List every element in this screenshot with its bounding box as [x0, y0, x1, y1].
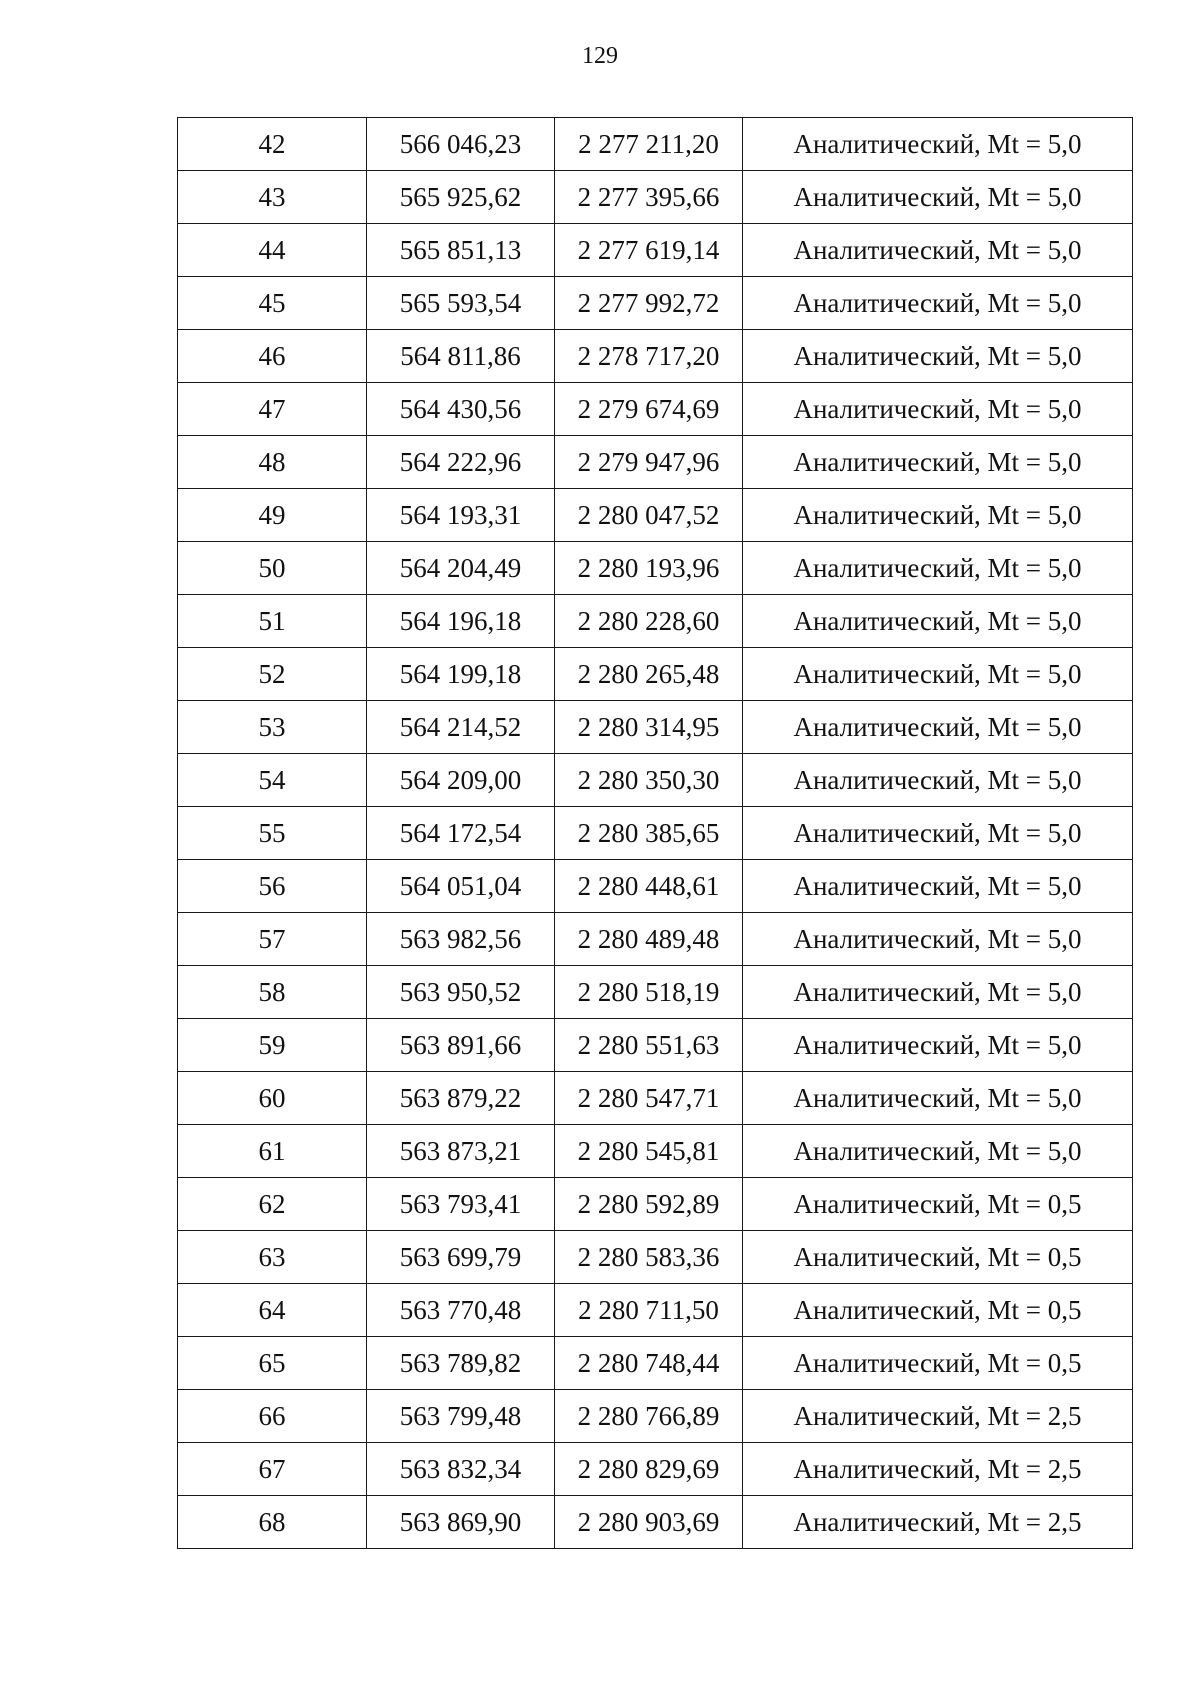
method-cell: Аналитический, Mt = 2,5: [743, 1443, 1133, 1496]
y-coordinate-cell: 2 280 518,19: [555, 966, 743, 1019]
method-cell: Аналитический, Mt = 5,0: [743, 595, 1133, 648]
table-row: [178, 224, 1133, 277]
y-coordinate-cell: 2 280 711,50: [555, 1284, 743, 1337]
point-number-cell: 47: [178, 383, 367, 436]
point-number-cell: 48: [178, 436, 367, 489]
method-cell: Аналитический, Mt = 0,5: [743, 1231, 1133, 1284]
method-cell: Аналитический, Mt = 5,0: [743, 966, 1133, 1019]
x-coordinate-cell: 563 873,21: [367, 1125, 555, 1178]
method-cell: Аналитический, Mt = 5,0: [743, 860, 1133, 913]
y-coordinate-cell: 2 277 395,66: [555, 171, 743, 224]
table-row: [178, 542, 1133, 595]
method-cell: Аналитический, Mt = 5,0: [743, 489, 1133, 542]
table-row: [178, 383, 1133, 436]
point-number-cell: 55: [178, 807, 367, 860]
point-number-cell: 66: [178, 1390, 367, 1443]
y-coordinate-cell: 2 280 903,69: [555, 1496, 743, 1549]
x-coordinate-cell: 564 811,86: [367, 330, 555, 383]
x-coordinate-cell: 563 793,41: [367, 1178, 555, 1231]
table-row: [178, 1496, 1133, 1549]
table-row: [178, 489, 1133, 542]
x-coordinate-cell: 564 051,04: [367, 860, 555, 913]
table-row: [178, 807, 1133, 860]
table-row: [178, 1284, 1133, 1337]
point-number-cell: 43: [178, 171, 367, 224]
point-number-cell: 49: [178, 489, 367, 542]
x-coordinate-cell: 564 222,96: [367, 436, 555, 489]
table-row: [178, 1390, 1133, 1443]
method-cell: Аналитический, Mt = 5,0: [743, 807, 1133, 860]
table-row: [178, 277, 1133, 330]
point-number-cell: 56: [178, 860, 367, 913]
method-cell: Аналитический, Mt = 5,0: [743, 383, 1133, 436]
page-number: 129: [582, 43, 618, 69]
point-number-cell: 60: [178, 1072, 367, 1125]
table-row: [178, 754, 1133, 807]
method-cell: Аналитический, Mt = 5,0: [743, 171, 1133, 224]
coordinates-table: [177, 117, 1133, 1549]
method-cell: Аналитический, Mt = 5,0: [743, 913, 1133, 966]
y-coordinate-cell: 2 280 265,48: [555, 648, 743, 701]
y-coordinate-cell: 2 280 592,89: [555, 1178, 743, 1231]
method-cell: Аналитический, Mt = 5,0: [743, 754, 1133, 807]
method-cell: Аналитический, Mt = 5,0: [743, 277, 1133, 330]
x-coordinate-cell: 563 770,48: [367, 1284, 555, 1337]
y-coordinate-cell: 2 280 766,89: [555, 1390, 743, 1443]
table-row: [178, 860, 1133, 913]
method-cell: Аналитический, Mt = 2,5: [743, 1496, 1133, 1549]
point-number-cell: 58: [178, 966, 367, 1019]
y-coordinate-cell: 2 280 385,65: [555, 807, 743, 860]
table-row: [178, 966, 1133, 1019]
method-cell: Аналитический, Mt = 5,0: [743, 1125, 1133, 1178]
point-number-cell: 45: [178, 277, 367, 330]
method-cell: Аналитический, Mt = 5,0: [743, 224, 1133, 277]
x-coordinate-cell: 563 869,90: [367, 1496, 555, 1549]
point-number-cell: 53: [178, 701, 367, 754]
y-coordinate-cell: 2 280 047,52: [555, 489, 743, 542]
method-cell: Аналитический, Mt = 0,5: [743, 1178, 1133, 1231]
x-coordinate-cell: 563 891,66: [367, 1019, 555, 1072]
point-number-cell: 54: [178, 754, 367, 807]
x-coordinate-cell: 563 879,22: [367, 1072, 555, 1125]
point-number-cell: 61: [178, 1125, 367, 1178]
table-row: [178, 330, 1133, 383]
y-coordinate-cell: 2 277 619,14: [555, 224, 743, 277]
x-coordinate-cell: 565 593,54: [367, 277, 555, 330]
x-coordinate-cell: 563 799,48: [367, 1390, 555, 1443]
x-coordinate-cell: 563 699,79: [367, 1231, 555, 1284]
method-cell: Аналитический, Mt = 5,0: [743, 1019, 1133, 1072]
x-coordinate-cell: 564 204,49: [367, 542, 555, 595]
point-number-cell: 42: [178, 118, 367, 171]
point-number-cell: 59: [178, 1019, 367, 1072]
x-coordinate-cell: 564 193,31: [367, 489, 555, 542]
y-coordinate-cell: 2 279 674,69: [555, 383, 743, 436]
table-row: [178, 1337, 1133, 1390]
point-number-cell: 68: [178, 1496, 367, 1549]
point-number-cell: 65: [178, 1337, 367, 1390]
y-coordinate-cell: 2 280 545,81: [555, 1125, 743, 1178]
x-coordinate-cell: 564 172,54: [367, 807, 555, 860]
method-cell: Аналитический, Mt = 5,0: [743, 1072, 1133, 1125]
method-cell: Аналитический, Mt = 0,5: [743, 1337, 1133, 1390]
point-number-cell: 46: [178, 330, 367, 383]
y-coordinate-cell: 2 280 547,71: [555, 1072, 743, 1125]
y-coordinate-cell: 2 280 350,30: [555, 754, 743, 807]
point-number-cell: 57: [178, 913, 367, 966]
point-number-cell: 62: [178, 1178, 367, 1231]
table-row: [178, 118, 1133, 171]
method-cell: Аналитический, Mt = 5,0: [743, 118, 1133, 171]
y-coordinate-cell: 2 280 314,95: [555, 701, 743, 754]
x-coordinate-cell: 564 430,56: [367, 383, 555, 436]
coordinates-table-body: [178, 118, 1133, 1549]
method-cell: Аналитический, Mt = 5,0: [743, 648, 1133, 701]
y-coordinate-cell: 2 280 193,96: [555, 542, 743, 595]
method-cell: Аналитический, Mt = 5,0: [743, 542, 1133, 595]
x-coordinate-cell: 564 199,18: [367, 648, 555, 701]
y-coordinate-cell: 2 280 448,61: [555, 860, 743, 913]
x-coordinate-cell: 564 214,52: [367, 701, 555, 754]
table-row: [178, 1443, 1133, 1496]
x-coordinate-cell: 565 851,13: [367, 224, 555, 277]
table-row: [178, 1019, 1133, 1072]
table-row: [178, 436, 1133, 489]
point-number-cell: 50: [178, 542, 367, 595]
table-row: [178, 1231, 1133, 1284]
point-number-cell: 64: [178, 1284, 367, 1337]
point-number-cell: 52: [178, 648, 367, 701]
method-cell: Аналитический, Mt = 5,0: [743, 436, 1133, 489]
x-coordinate-cell: 563 982,56: [367, 913, 555, 966]
y-coordinate-cell: 2 280 551,63: [555, 1019, 743, 1072]
y-coordinate-cell: 2 280 583,36: [555, 1231, 743, 1284]
method-cell: Аналитический, Mt = 5,0: [743, 701, 1133, 754]
table-row: [178, 1125, 1133, 1178]
y-coordinate-cell: 2 278 717,20: [555, 330, 743, 383]
x-coordinate-cell: 564 209,00: [367, 754, 555, 807]
y-coordinate-cell: 2 280 489,48: [555, 913, 743, 966]
y-coordinate-cell: 2 277 211,20: [555, 118, 743, 171]
y-coordinate-cell: 2 279 947,96: [555, 436, 743, 489]
x-coordinate-cell: 563 789,82: [367, 1337, 555, 1390]
y-coordinate-cell: 2 277 992,72: [555, 277, 743, 330]
y-coordinate-cell: 2 280 748,44: [555, 1337, 743, 1390]
table-row: [178, 171, 1133, 224]
x-coordinate-cell: 564 196,18: [367, 595, 555, 648]
method-cell: Аналитический, Mt = 5,0: [743, 330, 1133, 383]
x-coordinate-cell: 563 950,52: [367, 966, 555, 1019]
x-coordinate-cell: 565 925,62: [367, 171, 555, 224]
y-coordinate-cell: 2 280 228,60: [555, 595, 743, 648]
table-row: [178, 913, 1133, 966]
table-row: [178, 1178, 1133, 1231]
x-coordinate-cell: 566 046,23: [367, 118, 555, 171]
y-coordinate-cell: 2 280 829,69: [555, 1443, 743, 1496]
method-cell: Аналитический, Mt = 0,5: [743, 1284, 1133, 1337]
point-number-cell: 63: [178, 1231, 367, 1284]
table-row: [178, 595, 1133, 648]
point-number-cell: 67: [178, 1443, 367, 1496]
point-number-cell: 44: [178, 224, 367, 277]
table-row: [178, 701, 1133, 754]
table-row: [178, 1072, 1133, 1125]
table-row: [178, 648, 1133, 701]
method-cell: Аналитический, Mt = 2,5: [743, 1390, 1133, 1443]
point-number-cell: 51: [178, 595, 367, 648]
x-coordinate-cell: 563 832,34: [367, 1443, 555, 1496]
